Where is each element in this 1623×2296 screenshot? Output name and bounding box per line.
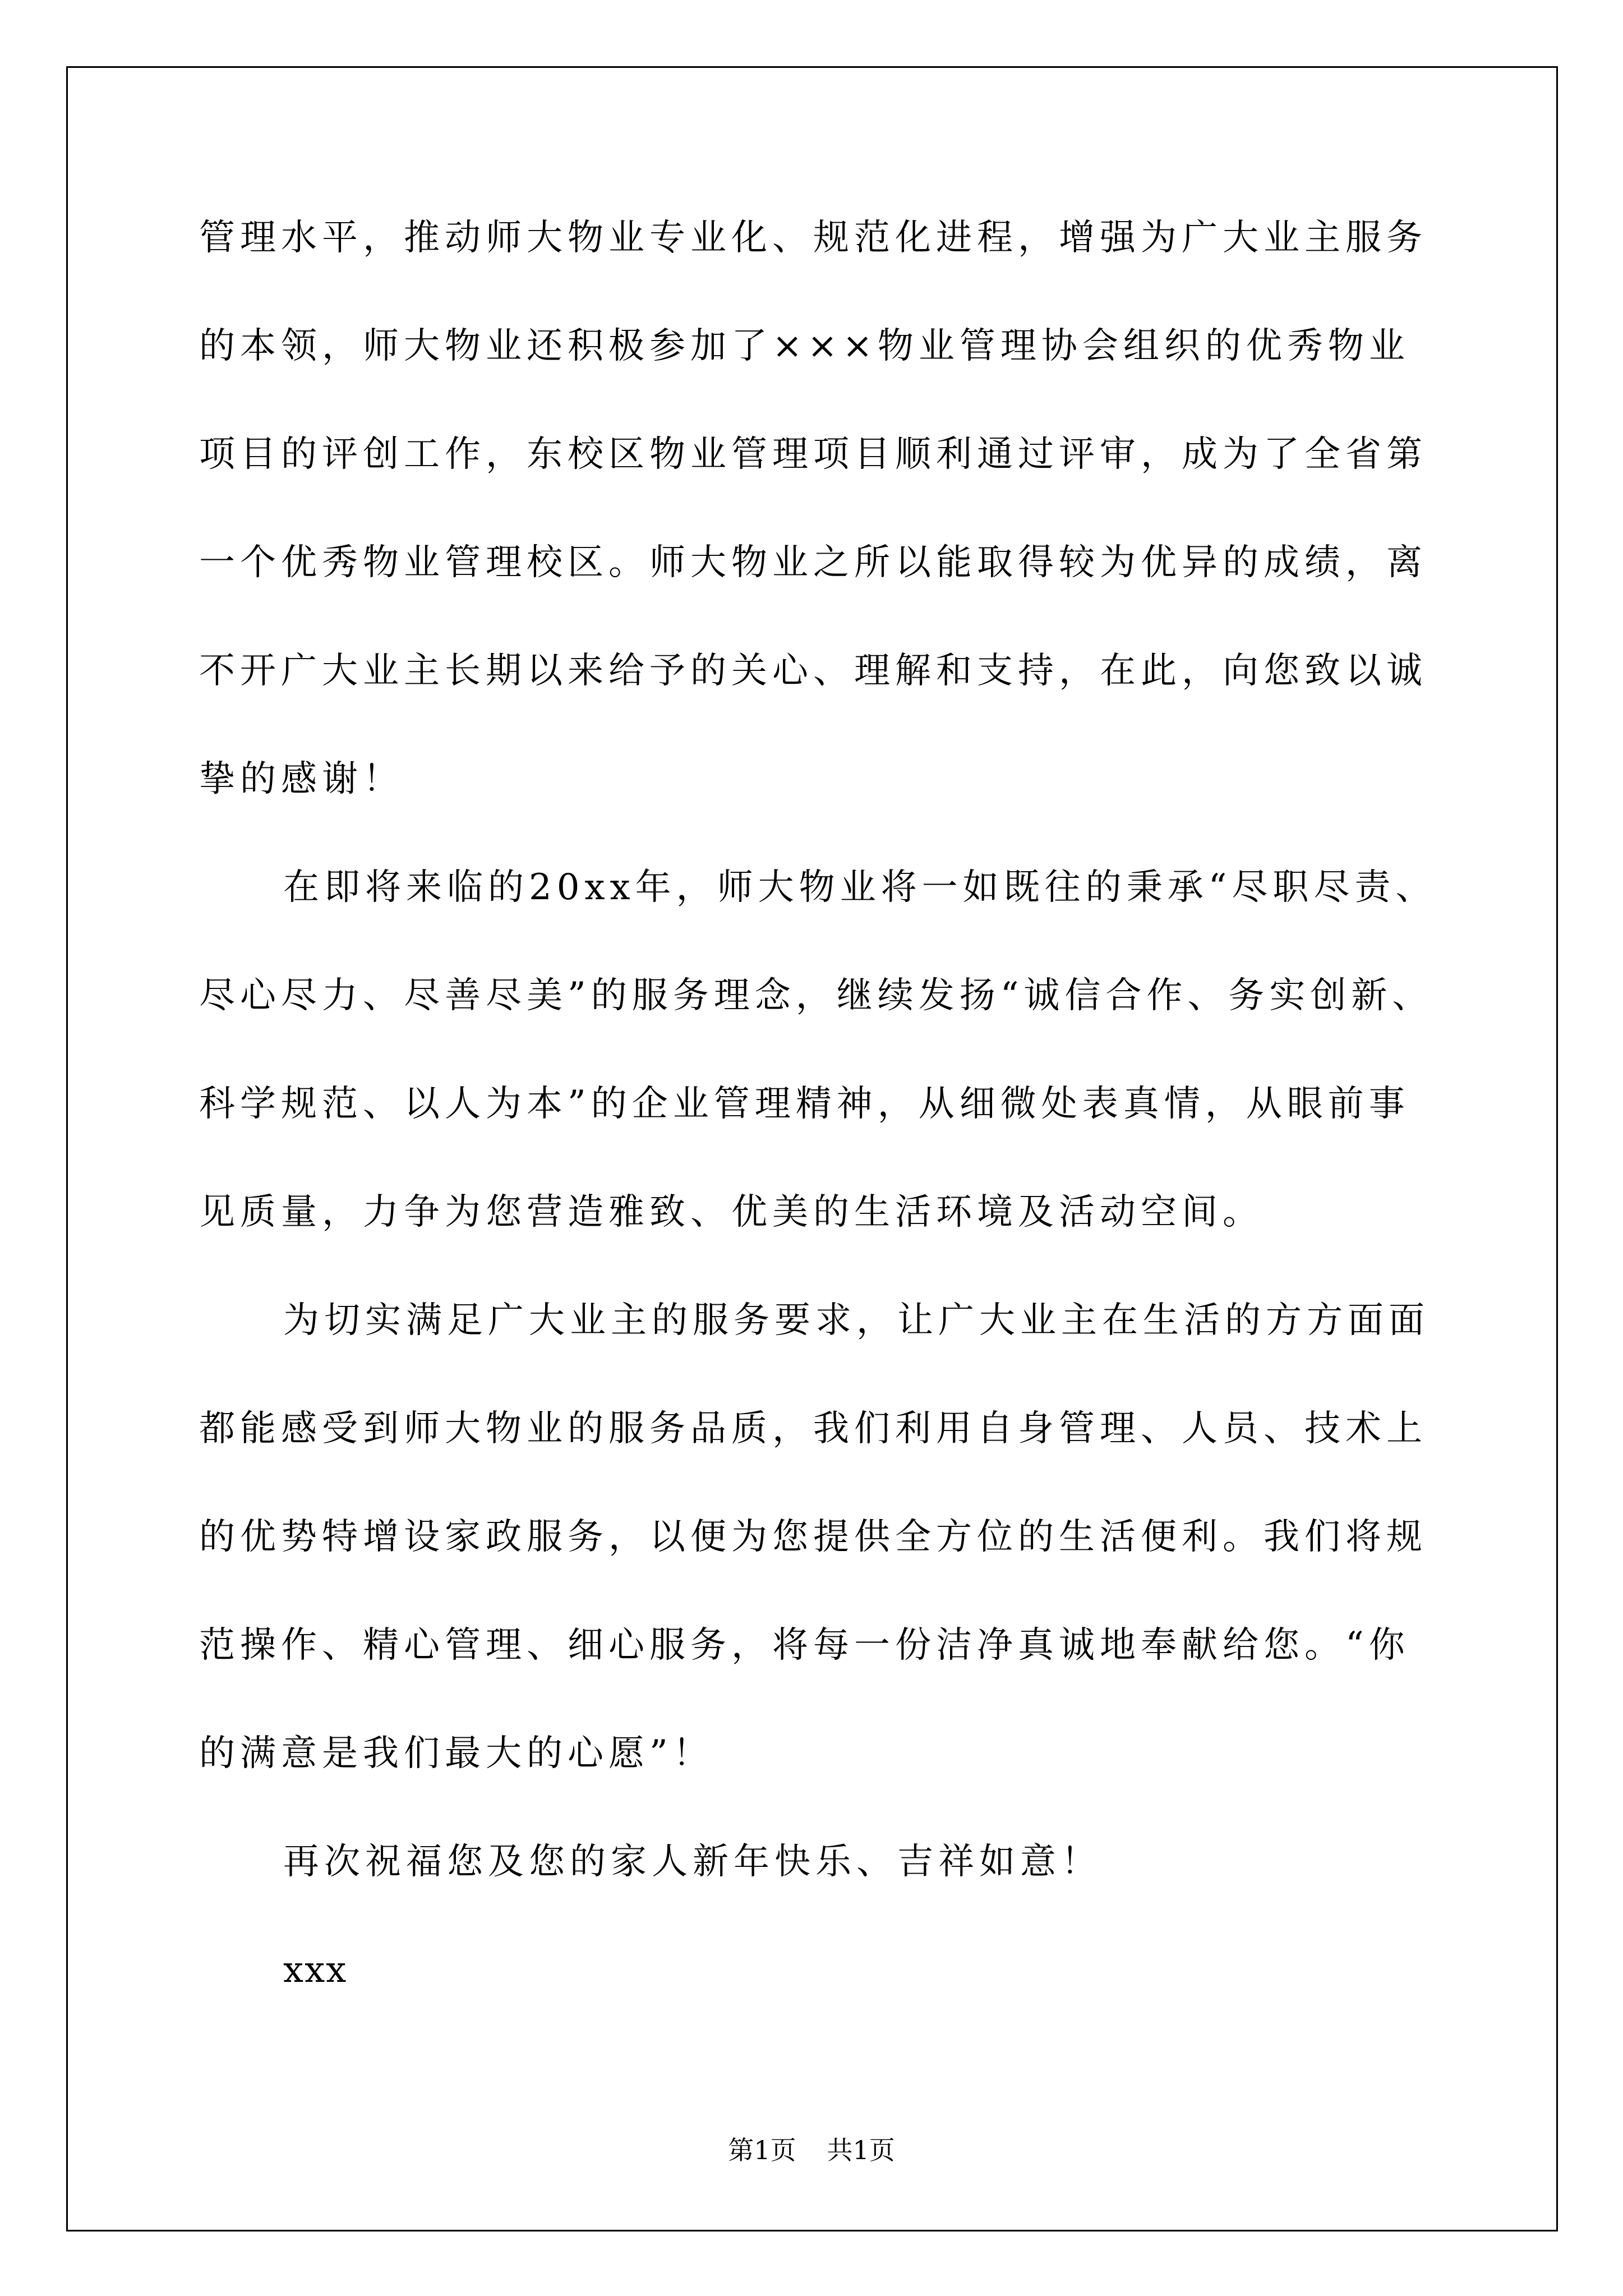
page-total: 共1页 <box>827 2135 895 2165</box>
text-line: 的优势特增设家政服务，以便为您提供全方位的生活便利。我们将规 <box>199 1516 1427 1558</box>
text-line: 范操作、精心管理、细心服务，将每一份洁净真诚地奉献给您。“你 <box>199 1625 1410 1666</box>
text-line: 的满意是我们最大的心愿”！ <box>199 1733 714 1774</box>
text-line: 管理水平，推动师大物业专业化、规范化进程，增强为广大业主服务 <box>199 217 1427 259</box>
text-line: 挚的感谢！ <box>199 758 404 800</box>
text-line: 的本领，师大物业还积极参加了×××物业管理协会组织的优秀物业 <box>199 325 1410 367</box>
text-line: 科学规范、以人为本”的企业管理精神，从细微处表真情，从眼前事 <box>199 1083 1410 1125</box>
text-line: 不开广大业主长期以来给予的关心、理解和支持，在此，向您致以诚 <box>199 650 1427 692</box>
text-line: 尽心尽力、尽善尽美”的服务理念，继续发扬“诚信合作、务实创新、 <box>199 975 1433 1016</box>
page-border <box>66 66 1558 2231</box>
signature: xxx <box>283 1949 348 1991</box>
page-number: 第1页 <box>728 2135 796 2165</box>
text-line: 一个优秀物业管理校区。师大物业之所以能取得较为优异的成绩，离 <box>199 542 1427 583</box>
text-line: 项目的评创工作，东校区物业管理项目顺利通过评审，成为了全省第 <box>199 434 1427 475</box>
paragraph-first-line: 为切实满足广大业主的服务要求，让广大业主在生活的方方面面 <box>283 1300 1430 1341</box>
paragraph-first-line: 在即将来临的20xx年，师大物业将一如既往的秉承“尽职尽责、 <box>283 867 1437 908</box>
closing-wishes: 再次祝福您及您的家人新年快乐、吉祥如意！ <box>283 1841 1102 1883</box>
text-line: 见质量，力争为您营造雅致、优美的生活环境及活动空间。 <box>199 1191 1264 1233</box>
text-line: 都能感受到师大物业的服务品质，我们利用自身管理、人员、技术上 <box>199 1408 1427 1450</box>
page-footer <box>0 2137 1623 2163</box>
